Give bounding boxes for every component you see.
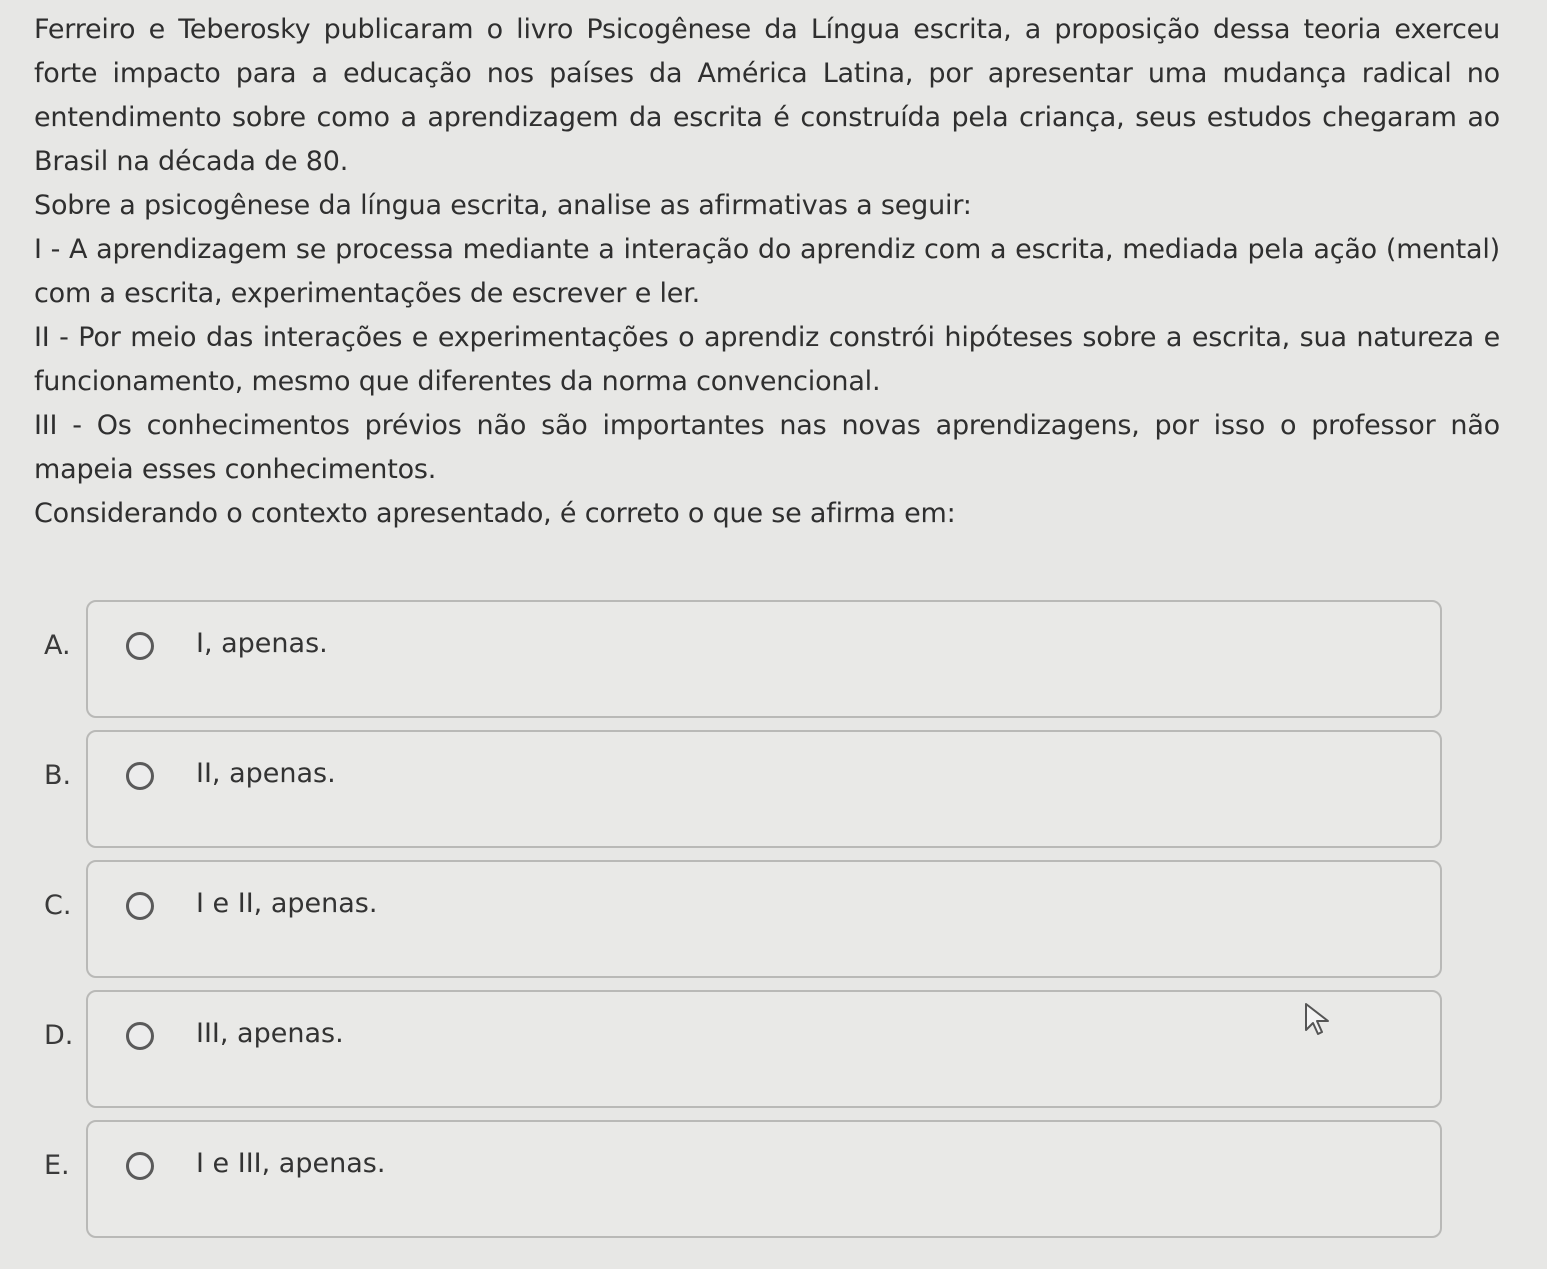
option-text: III, apenas.	[196, 1018, 344, 1049]
question-context: Ferreiro e Teberosky publicaram o livro Psicogênese da Língua escrita, a proposição dessa teoria exerceu forte impacto para a educação nos países da América Latina, por apresentar uma mudança radical no entendimento sobre como a aprendizagem da escrita é construída pela criança, seus estudos chegaram ao Brasil na década de 80.	[34, 14, 1500, 177]
option-text: I e III, apenas.	[196, 1148, 386, 1179]
radio-button-icon[interactable]	[126, 1152, 154, 1180]
option-e-button[interactable]	[86, 1120, 1442, 1238]
option-text: I, apenas.	[196, 628, 328, 659]
option-a	[30, 600, 1442, 720]
option-c-button[interactable]	[86, 860, 1442, 978]
statement-ii: II - Por meio das interações e experimentações o aprendiz constrói hipóteses sobre a escrita, sua natureza e funcionamento, mesmo que diferentes da norma convencional.	[34, 322, 1500, 397]
option-d-button[interactable]	[86, 990, 1442, 1108]
option-e	[30, 1120, 1442, 1240]
option-letter: D.	[44, 1020, 74, 1051]
radio-button-icon[interactable]	[126, 632, 154, 660]
option-d	[30, 990, 1442, 1110]
question-prompt: Considerando o contexto apresentado, é correto o que se afirma em:	[34, 498, 956, 529]
option-b	[30, 730, 1442, 850]
option-text: I e II, apenas.	[196, 888, 378, 919]
radio-button-icon[interactable]	[126, 892, 154, 920]
option-letter: B.	[44, 760, 72, 791]
statement-iii: III - Os conhecimentos prévios não são importantes nas novas aprendizagens, por isso o professor não mapeia esses conhecimentos.	[34, 410, 1500, 485]
question-instruction: Sobre a psicogênese da língua escrita, analise as afirmativas a seguir:	[34, 190, 972, 221]
radio-button-icon[interactable]	[126, 1022, 154, 1050]
question-stem	[34, 8, 1500, 536]
option-c	[30, 860, 1442, 980]
option-text: II, apenas.	[196, 758, 336, 789]
option-letter: A.	[44, 630, 71, 661]
answer-options	[30, 600, 1442, 1250]
mouse-pointer-icon	[1304, 1002, 1334, 1036]
statement-i: I - A aprendizagem se processa mediante a interação do aprendiz com a escrita, mediada pela ação (mental) com a escrita, experimentações de escrever e ler.	[34, 234, 1500, 309]
radio-button-icon[interactable]	[126, 762, 154, 790]
option-b-button[interactable]	[86, 730, 1442, 848]
option-letter: C.	[44, 890, 72, 921]
option-a-button[interactable]	[86, 600, 1442, 718]
option-letter: E.	[44, 1150, 70, 1181]
